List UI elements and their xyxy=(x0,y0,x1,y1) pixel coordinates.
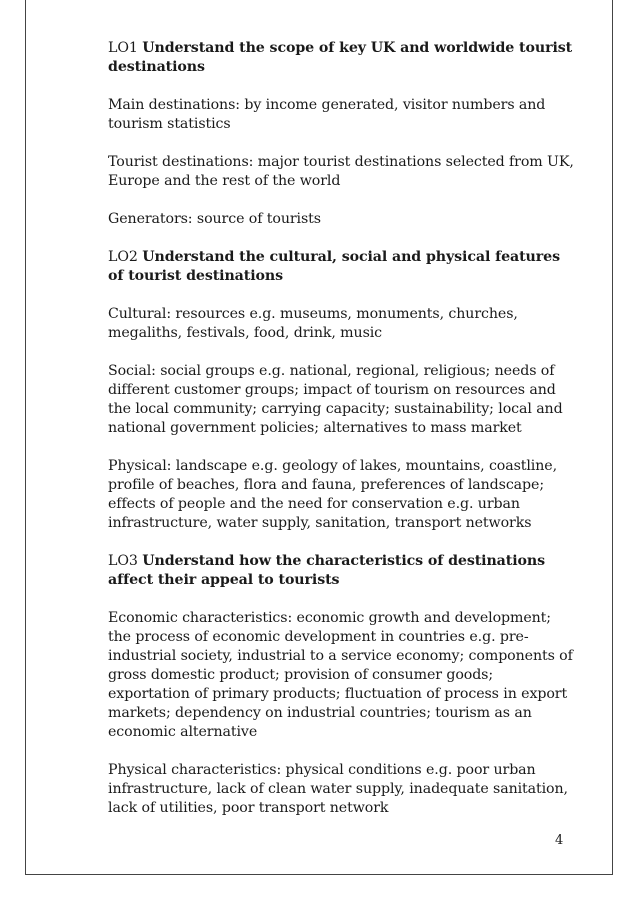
lo3-code: LO3 xyxy=(108,553,138,569)
lo2-paragraph-social: Social: social groups e.g. national, regional, religious; needs of different customer groups; impact of tourism on resources and the local community; carrying capacity; sustainability; local and national government policies; alternatives to mass market xyxy=(108,363,563,436)
lo1-paragraph-generators: Generators: source of tourists xyxy=(108,211,321,227)
lo2-code: LO2 xyxy=(108,249,138,265)
lo3-paragraph-economic: Economic characteristics: economic growth and development; the process of economic development in countries e.g. pre-industrial society, industrial to a service economy; components of gross domestic product; provision of consumer goods; exportation of primary products; fluctuation of process in export markets; dependency on industrial countries; tourism as an economic alternative xyxy=(108,610,573,740)
lo2-paragraph-cultural: Cultural: resources e.g. museums, monuments, churches, megaliths, festivals, food, drink, music xyxy=(108,306,518,341)
lo3-heading xyxy=(108,552,578,590)
lo2-paragraph-physical: Physical: landscape e.g. geology of lakes, mountains, coastline, profile of beaches, flora and fauna, preferences of landscape; effects of people and the need for conservation e.g. urban infrastructure, water supply, sanitation, transport networks xyxy=(108,458,557,531)
lo1-heading xyxy=(108,39,578,77)
lo2-title: Understand the cultural, social and physical features of tourist destinations xyxy=(108,249,560,284)
lo1-title: Understand the scope of key UK and worldwide tourist destinations xyxy=(108,40,573,75)
lo3-title: Understand how the characteristics of destinations affect their appeal to tourists xyxy=(108,553,545,588)
lo2-heading xyxy=(108,248,578,286)
lo1-code: LO1 xyxy=(108,40,138,56)
document-body xyxy=(108,39,578,837)
lo3-paragraph-physical: Physical characteristics: physical conditions e.g. poor urban infrastructure, lack of clean water supply, inadequate sanitation, lack of utilities, poor transport network xyxy=(108,762,568,816)
lo1-paragraph-main-destinations: Main destinations: by income generated, visitor numbers and tourism statistics xyxy=(108,97,546,132)
lo1-paragraph-tourist-destinations: Tourist destinations: major tourist destinations selected from UK, Europe and the rest of the world xyxy=(108,154,574,189)
page-number: 4 xyxy=(555,833,564,848)
